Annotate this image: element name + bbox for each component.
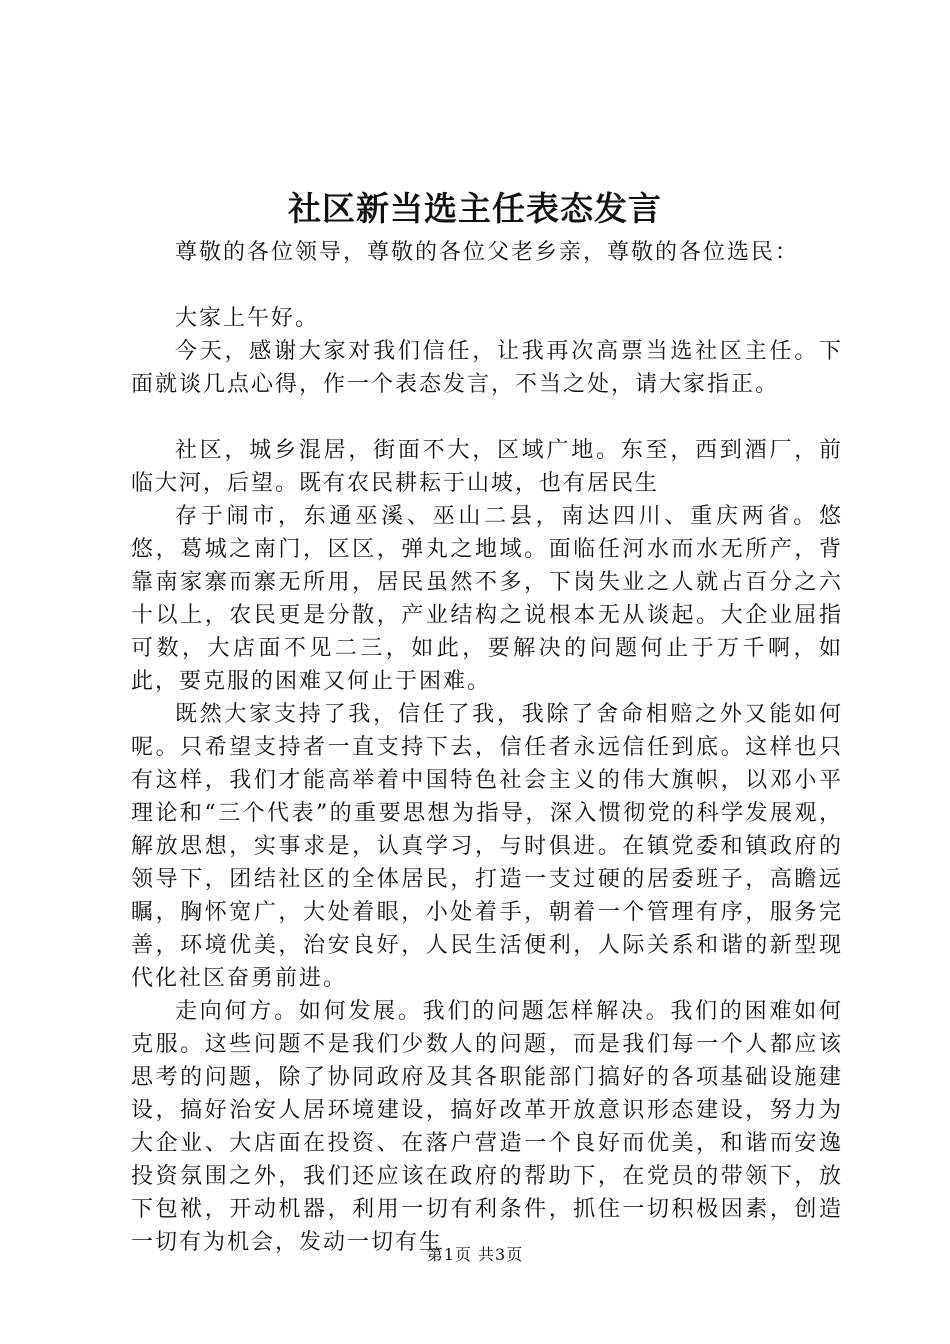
document-body	[131, 236, 843, 1259]
page-number-footer: 第1页 共3页	[426, 1245, 524, 1264]
body-paragraph: 社区，城乡混居，街面不大，区域广地。东至，西到酒厂，前临大河，后望。既有农民耕耘于山坡，也有居民生	[131, 438, 843, 496]
body-paragraph: 今天，感谢大家对我们信任，让我再次高票当选社区主任。下面就谈几点心得，作一个表态发言，不当之处，请大家指正。	[131, 339, 843, 397]
salutation-paragraph: 尊敬的各位领导，尊敬的各位父老乡亲，尊敬的各位选民：	[175, 240, 800, 265]
body-paragraph: 既然大家支持了我，信任了我，我除了舍命相赔之外又能如何呢。只希望支持者一直支持下去，信任者永远信任到底。这样也只有这样，我们才能高举着中国特色社会主义的伟大旗帜，以邓小平理论和“三个代表”的重要思想为指导，深入惯彻党的科学发展观，解放思想，实事求是，认真学习，与时俱进。在镇党委和镇政府的领导下，团结社区的全体居民，打造一支过硬的居委班子，高瞻远瞩，胸怀宽广，大处着眼，小处着手，朝着一个管理有序，服务完善，环境优美，治安良好，人民生活便利，人际关系和谐的新型现代化社区奋勇前进。	[131, 702, 843, 991]
body-paragraph: 存于闹市，东通巫溪、巫山二县，南达四川、重庆两省。悠悠，葛城之南门，区区，弹丸之地域。面临任河水而水无所产，背靠南家寨而寨无所用，居民虽然不多，下岗失业之人就占百分之六十以上，农民更是分散，产业结构之说根本无从谈起。大企业屈指可数，大店面不见二三，如此，要解决的问题何止于万千啊，如此，要克服的困难又何止于困难。	[131, 504, 843, 694]
body-paragraph: 走向何方。如何发展。我们的问题怎样解决。我们的困难如何克服。这些问题不是我们少数人的问题，而是我们每一个人都应该思考的问题，除了协同政府及其各职能部门搞好的各项基础设施建设，搞好治安人居环境建设，搞好改革开放意识形态建设，努力为大企业、大店面在投资、在落户营造一个良好而优美，和谐而安逸投资氛围之外，我们还应该在政府的帮助下，在党员的带领下，放下包袱，开动机器，利用一切有利条件，抓住一切积极因素，创造一切有为机会，发动一切有生	[131, 999, 843, 1255]
page-title: 社区新当选主任表态发言	[288, 189, 662, 228]
greeting-paragraph: 大家上午好。	[175, 306, 320, 331]
